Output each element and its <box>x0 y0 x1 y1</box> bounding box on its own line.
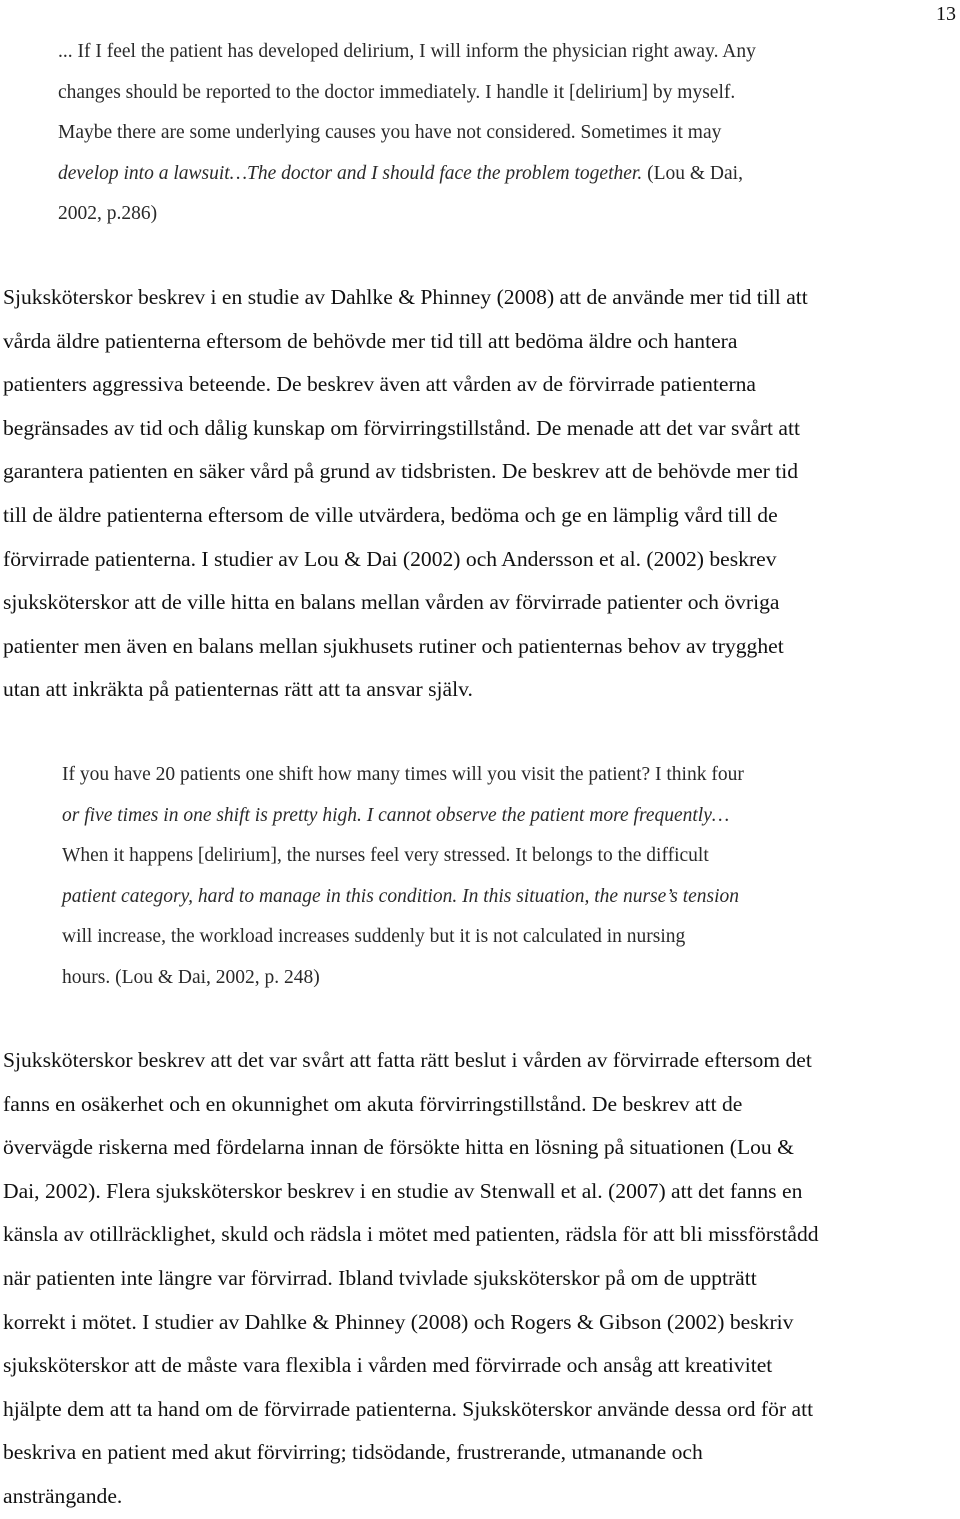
paragraph-line: övervägde riskerna med fördelarna innan de försökte hitta en lösning på situationen (Lou & <box>3 1135 794 1160</box>
paragraph-line: känsla av otillräcklighet, skuld och rädsla i mötet med patienten, rädsla för att bli missförstådd <box>3 1222 819 1247</box>
quote-line <box>62 755 932 796</box>
quote-line <box>58 194 928 235</box>
body-paragraph-1 <box>3 276 953 712</box>
quote-text: When it happens [delirium], the nurses feel very stressed. It belongs to the difficult <box>62 845 709 866</box>
paragraph-line: Dai, 2002). Flera sjuksköterskor beskrev i en studie av Stenwall et al. (2007) att det fanns en <box>3 1178 803 1203</box>
paragraph-line: korrekt i mötet. I studier av Dahlke & Phinney (2008) och Rogers & Gibson (2002) beskriv <box>3 1309 794 1334</box>
block-quote-lou-dai-286 <box>58 32 928 235</box>
quote-text: changes should be reported to the doctor immediately. I handle it [delirium] by myself. <box>58 81 736 103</box>
quote-line <box>58 154 928 195</box>
paragraph-line: när patienten inte längre var förvirrad. Ibland tvivlade sjuksköterskor på om de uppträtt <box>3 1265 757 1290</box>
quote-text: If you have 20 patients one shift how many times will you visit the patient? I think four <box>62 764 744 785</box>
quote-line <box>58 73 928 114</box>
quote-text: will increase, the workload increases suddenly but it is not calculated in nursing <box>62 926 686 947</box>
quote-text: ... If I feel the patient has developed delirium, I will inform the physician right away. Any <box>58 41 756 62</box>
quote-citation: hours. (Lou & Dai, 2002, p. 248) <box>62 966 320 988</box>
quote-italic-text: develop into a lawsuit…The doctor and I should face the problem together. <box>58 162 643 184</box>
quote-line <box>62 836 932 877</box>
paragraph-line: fanns en osäkerhet och en okunnighet om akuta förvirringstillstånd. De beskrev att de <box>3 1091 743 1116</box>
paragraph-line: begränsades av tid och dålig kunskap om förvirringstillstånd. De menade att det var svårt att <box>3 415 800 440</box>
paragraph-line: patienter men även en balans mellan sjukhusets rutiner och patienternas behov av trygghet <box>3 633 784 658</box>
quote-italic-text: patient category, hard to manage in this condition. In this situation, the nurse’s tension <box>62 885 740 907</box>
body-paragraph-2 <box>3 1039 953 1519</box>
paragraph-line: garantera patienten en säker vård på grund av tidsbristen. De beskrev att de behövde mer tid <box>3 459 799 484</box>
quote-italic-text: or five times in one shift is pretty high. I cannot observe the patient more frequently… <box>62 804 730 826</box>
paragraph-line: Sjuksköterskor beskrev i en studie av Dahlke & Phinney (2008) att de använde mer tid till att <box>3 285 808 309</box>
paragraph-line: sjuksköterskor att de måste vara flexibla i vården med förvirrade och ansåg att kreativitet <box>3 1353 773 1378</box>
paragraph-line: till de äldre patienterna eftersom de ville utvärdera, bedöma och ge en lämplig vård till de <box>3 502 778 527</box>
paragraph-line: utan att inkräkta på patienternas rätt att ta ansvar själv. <box>3 677 473 702</box>
quote-citation: 2002, p.286) <box>58 203 158 224</box>
quote-line <box>62 796 932 837</box>
block-quote-lou-dai-248 <box>62 755 932 998</box>
paragraph-line: Sjuksköterskor beskrev att det var svårt att fatta rätt beslut i vården av förvirrade eftersom det <box>3 1048 812 1072</box>
paragraph-line: vårda äldre patienterna eftersom de behövde mer tid till att bedöma äldre och hantera <box>3 328 738 353</box>
paragraph-line: ansträngande. <box>3 1483 123 1508</box>
paragraph-line: patienters aggressiva beteende. De beskrev även att vården av de förvirrade patienterna <box>3 372 757 397</box>
paragraph-line: sjuksköterskor att de ville hitta en balans mellan vården av förvirrade patienter och övriga <box>3 590 780 615</box>
paragraph-line: förvirrade patienterna. I studier av Lou & Dai (2002) och Andersson et al. (2002) beskrev <box>3 546 777 571</box>
page-number: 13 <box>936 3 956 25</box>
quote-citation: (Lou & Dai, <box>642 162 743 184</box>
quote-text: Maybe there are some underlying causes you have not considered. Sometimes it may <box>58 122 722 143</box>
quote-line <box>58 32 928 73</box>
paragraph-line: hjälpte dem att ta hand om de förvirrade patienterna. Sjuksköterskor använde dessa ord för att <box>3 1396 814 1421</box>
quote-line <box>58 113 928 154</box>
quote-line <box>62 917 932 958</box>
quote-line <box>62 877 932 918</box>
quote-line <box>62 958 932 999</box>
paragraph-line: beskriva en patient med akut förvirring; tidsödande, frustrerande, utmanande och <box>3 1440 703 1465</box>
